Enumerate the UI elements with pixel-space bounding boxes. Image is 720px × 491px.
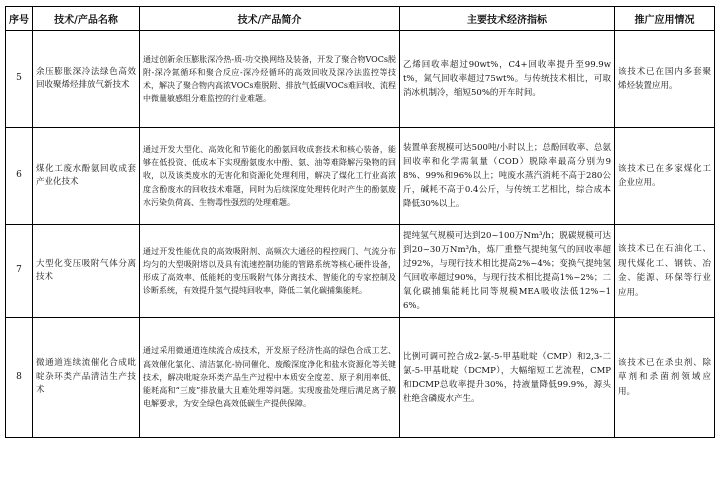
row-product-name: 微通道连续流催化合成吡啶杂环类产品清洁生产技术 (33, 318, 140, 438)
technology-catalog-table (5, 6, 715, 438)
row-serial-number: 8 (6, 318, 33, 438)
row-serial-number: 7 (6, 225, 33, 318)
table-row (6, 128, 715, 225)
row-product-intro: 通过开发大型化、高效化和节能化的酚氨回收成套技术和核心装备，能够在低投资、低成本下实现酚氨废水中酚、氨、油等难降解污染物的回收，以及该类废水的无害化和资源化处理利用，解决了煤化工行业高浓度含酚废水的回收技术难题，同时为后续深度处理转化时产生的酚氨废水污染负荷高、生物毒性强烈的处理难题。 (140, 128, 400, 225)
header-product-name: 技术/产品名称 (33, 7, 140, 31)
row-serial-number: 5 (6, 31, 33, 128)
row-application-status: 该技术已在多家煤化工企业应用。 (615, 128, 715, 225)
header-key-metrics: 主要技术经济指标 (400, 7, 615, 31)
row-key-metrics: 比例可调可控合成2-氯-5-甲基吡啶（CMP）和2,3-二氯-5-甲基吡啶（DCMP），大幅缩短工艺流程，CMP和DCMP总收率提升30%，持液量降低99.9%，源头杜绝含磷废水产生。 (400, 318, 615, 438)
table-row (6, 31, 715, 128)
header-serial-number: 序号 (6, 7, 33, 31)
row-product-name: 煤化工废水酚氨回收成套产业化技术 (33, 128, 140, 225)
row-application-status: 该技术已在国内多套聚烯烃装置应用。 (615, 31, 715, 128)
header-product-intro: 技术/产品简介 (140, 7, 400, 31)
row-product-name: 余压膨胀深冷法绿色高效回收聚烯烃排放气新技术 (33, 31, 140, 128)
row-key-metrics: 装置单套规模可达500吨/小时以上；总酚回收率、总氨回收率和化学需氧量（COD）脱除率最高分别为98%、99%和96%以上；吨废水蒸汽消耗不高于280公斤，碱耗不高于0.4公斤，与传统工艺相比，综合成本降低30%以上。 (400, 128, 615, 225)
row-serial-number: 6 (6, 128, 33, 225)
row-key-metrics: 提纯氢气规模可达到20~100万Nm³/h；脱碳规模可达到20~30万Nm³/h，炼厂重整气提纯氢气的回收率超过92%，与现行技术相比提高2%~4%；变换气提纯氢气回收率超过90%，与现行技术相比提高1%~2%；二氧化碳捕集能耗比同等规模MEA吸收法低12%~16%。 (400, 225, 615, 318)
row-key-metrics: 乙烯回收率超过90wt%，C4+回收率提升至99.9wt%，氮气回收率超过75wt%。与传统技术相比，可取消冰机制冷，缩短50%的开车时间。 (400, 31, 615, 128)
row-product-intro: 通过采用微通道连续流合成技术，开发原子经济性高的绿色合成工艺、高效催化氯化、清洁氯化-协同催化、废酸深度净化和盐水资源化等关键技术，解决吡啶杂环类产品生产过程中本质安全度差、原子利用率低、能耗高和“三废”排放量大且难处理等问题。实现废盐处理后满足离子膜电解要求，为安全绿色高效低碳生产提供保障。 (140, 318, 400, 438)
row-application-status: 该技术已在石油化工、现代煤化工、钢铁、冶金、能源、环保等行业应用。 (615, 225, 715, 318)
header-application-status: 推广应用情况 (615, 7, 715, 31)
table-header-row (6, 7, 715, 31)
row-product-name: 大型化变压吸附气体分离技术 (33, 225, 140, 318)
table-row (6, 225, 715, 318)
row-product-intro: 通过创新余压膨胀深冷热-质-功交换网络及装备，开发了聚合物VOCs脱附-深冷氮循环和聚合反应-深冷烃循环的高效回收及深冷法监控等技术，解决了聚合物内高浓VOCs难脱附、排放气低碳VOCs难回收、流程中微量敏感组分难监控的行业难题。 (140, 31, 400, 128)
table-row (6, 318, 715, 438)
row-product-intro: 通过开发性能优良的高效吸附剂、高频次大通径的程控阀门、气流分布均匀的大型吸附塔以及具有流速控制功能的管路系统等核心硬件设备，形成了高效率、低能耗的变压吸附气体分离技术、智能化的专家控制及诊断系统，有效提升氢气提纯回收率，降低二氧化碳捕集能耗。 (140, 225, 400, 318)
row-application-status: 该技术已在杀虫剂、除草剂和杀菌剂领域应用。 (615, 318, 715, 438)
